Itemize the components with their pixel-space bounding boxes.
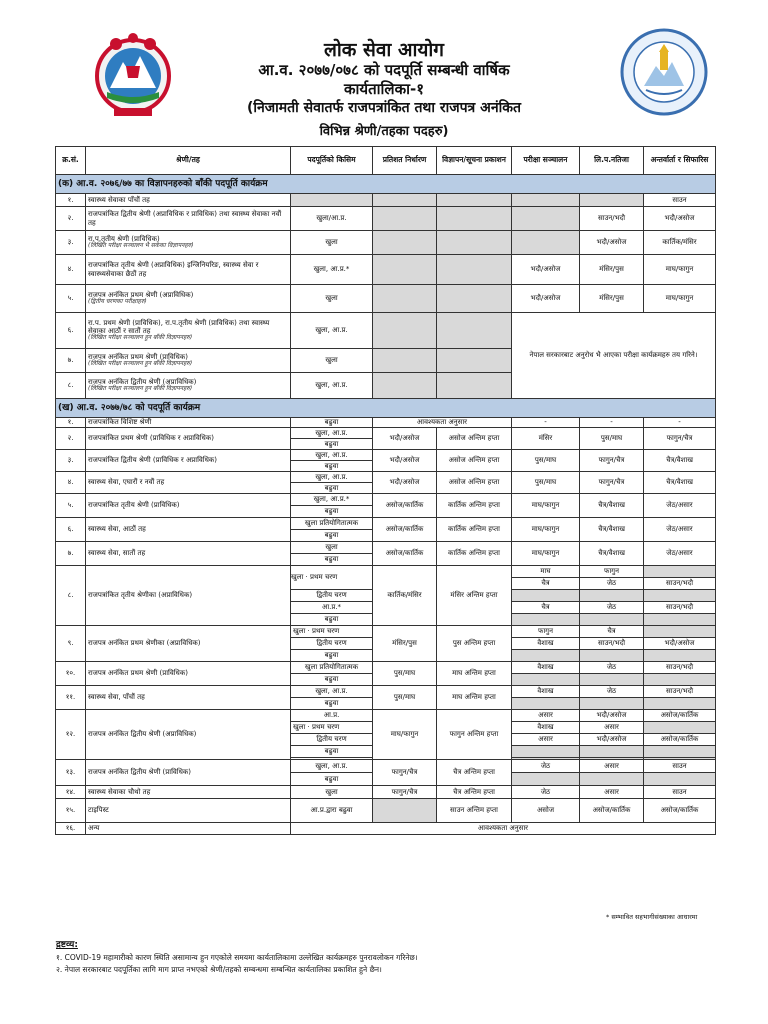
- column-header: विज्ञापन/सूचना प्रकाशन: [437, 147, 512, 175]
- subtitle-line-3: (निजामती सेवातर्फ राजपत्रांकित तथा राजपत्र अनंकित: [246, 100, 521, 116]
- table-row: १४. स्वास्थ्य सेवाका चौथो तह खुला फागुन/चैत्र चैत्र अन्तिम हप्ता जेठ असार साउन: [56, 786, 716, 799]
- table-row: ८. राजपत्रांकित तृतीय श्रेणीका (अप्राविधिक) खुला · प्रथम चरण कार्तिक/मंसिर मंसिर अन्तिम हप्ता माघ फागुन: [56, 566, 716, 578]
- merged-note: नेपाल सरकारबाट अनुरोध भै आएका परीक्षा कार्यक्रमहरु तय गरिने।: [512, 313, 716, 399]
- column-header: अन्तर्वार्ता र सिफारिस: [644, 147, 716, 175]
- table-row: १०. राजपत्र अनंकित प्रथम श्रेणी (प्राविधिक) खुला प्रतियोगितात्मक पुस/माघ माघ अन्तिम हप्ता वैशाख जेठ साउन/भदौ: [56, 662, 716, 674]
- column-header: श्रेणी/तह: [86, 147, 291, 175]
- table-row: १३. राजपत्र अनंकित द्वितीय श्रेणी (प्राविधिक) खुला, आ.प्र. फागुन/चैत्र चैत्र अन्तिम हप्ता जेठ असार साउन: [56, 760, 716, 773]
- schedule-table: क्र.सं. श्रेणी/तह पदपूर्तिको किसिम प्रतिशत निर्धारण विज्ञापन/सूचना प्रकाशन परीक्षा सञ्चालन लि.प.नतिजा अन्तर्वार्ता र सिफारिस (क) आ.व. २०७६/७७ का विज्ञापनहरुको बाँकी पदपूर्ति कार्यक्रम १. स्वास्थ्य सेवाका पाँचौं तह साउन २. राजपत्रांकित द्वितीय श्रेणी (अप्राविधिक र प्राविधिक) तथा स्वास्थ्य सेवाका नवौं तह खुला/आ.प्र. साउन/भदौ भदौ/असोज ३. रा.प.तृतीय श्रेणी (प्राविधिक) (लिखित परीक्षा सञ्चालन भै सकेका विज्ञापनहरु) खुला भदौ/असोज कार्तिक/मंसिर ४. राजपत्रांकित तृतीय श्रेणी (अप्राविधिक) इन्जिनियरिङ, स्वास्थ्य सेवा र स्वास्थ्यसेवाका छैठौं तह खुला, आ.प्र.* भदौ/असोज मंसिर/पुस माघ/फागुन ५. राजपत्र अनंकित प्रथम श्रेणी (अप्राविधिक) (द्वितीय चरणका परीक्षाहरु) खुला भदौ/असोज मंसिर/पुस माघ/फागुन ६. रा.प. प्रथम श्रेणी (प्राविधिक), रा.प.तृतीय श्रेणी (प्राविधिक) तथा स्वास्थ्य सेवाका आठौं र सातौं तह (लिखित परीक्षा सञ्चालन हुन बाँकी विज्ञापनहरु) खुला, आ.प्र. नेपाल सरकारबाट अनुरोध भै आएका परीक्षा कार्यक्रमहरु तय गरिने। ७. राजपत्र अनंकित प्रथम श्रेणी (प्राविधिक) (लिखित परीक्षा सञ्चालन हुन बाँकी विज्ञापनहरु) खुला ८. राजपत्र अनंकित द्वितीय श्रेणी (अप्राविधिक) (लिखित परीक्षा सञ्चालन हुन बाँकी विज्ञापनहरु) खुला, आ.प्र. (ख) आ.व. २०७७/७८ को पदपूर्ति कार्यक्रम १. राजपत्रांकित विशिष्ट श्रेणी बढुवा आवश्यकता अनुसार - - - २. राजपत्रांकित प्रथम श्रेणी (प्राविधिक र अप्राविधिक) खुला, आ.प्र. भदौ/असोज असोज अन्तिम हप्ता मंसिर पुस/माघ फागुन/चैत्र बढुवा ३. राजपत्रांकित द्वितीय श्रेणी (प्राविधिक र अप्राविधिक) खुला, आ.प्र. भदौ/असोज असोज अन्तिम हप्ता पुस/माघ फागुन/चैत्र चैत्र/वैशाख बढुवा ४. स्वास्थ्य सेवा, एघारौं र नवौं तह खुला, आ.प्र. भदौ/असोज असोज अन्तिम हप्ता पुस/माघ फागुन/चैत्र चैत्र/वैशाख बढुवा ५. राजपत्रांकित तृतीय श्रेणी (प्राविधिक) खुला, आ.प्र.* असोज/कार्तिक कार्तिक अन्तिम हप्ता माघ/फागुन चैत्र/वैशाख जेठ/असार बढुवा ६. स्वास्थ्य सेवा, आठौं तह खुला प्रतियोगितात्मक असोज/कार्तिक कार्तिक अन्तिम हप्ता माघ/फागुन चैत्र/वैशाख जेठ/असार बढुवा ७. स्वास्थ्य सेवा, सातौं तह खुला असोज/कार्तिक कार्तिक अन्तिम हप्ता माघ/फागुन चैत्र/वैशाख जेठ/असार बढुवा ८. राजपत्रांकित तृतीय श्रेणीका (अप्राविधिक) खुला · प्रथम चरण कार्तिक/मंसिर मंसिर अन्तिम हप्ता माघ फागुन चैत्र जेठ साउन/भदौ द्वितीय चरण आ.प्र.* चैत्र जेठ साउन/भदौ बढुवा ९. राजपत्र अनंकित प्रथम श्रेणीका (अप्राविधिक) खुला · प्रथम चरण मंसिर/पुस पुस अन्तिम हप्ता फागुन चैत्र द्वितीय चरण वैशाख साउन/भदौ भदौ/असोज बढुवा १०. राजपत्र अनंकित प्रथम श्रेणी (प्राविधिक) खुला प्रतियोगितात्मक पुस/माघ माघ अन्तिम हप्ता वैशाख जेठ साउन/भदौ बढुवा ११. स्वास्थ्य सेवा, पाँचौं तह खुला, आ.प्र. पुस/माघ माघ अन्तिम हप्ता वैशाख जेठ साउन/भदौ बढुवा १२. राजपत्र अनंकित द्वितीय श्रेणी (अप्राविधिक) आ.प्र. माघ/फागुन फागुन अन्तिम हप्ता असार भदौ/असोज असोज/कार्तिक खुला · प्रथम चरण वैशाख असार द्वितीय चरण असार भदौ/असोज असोज/कार्तिक बढुवा १३. राजपत्र अनंकित द्वितीय श्रेणी (प्राविधिक) खुला, आ.प्र. फागुन/चैत्र चैत्र अन्तिम हप्ता जेठ असार साउन बढुवा १४. स्वास्थ्य सेवाका चौथो तह खुला फागुन/चैत्र चैत्र अन्तिम हप्ता जेठ असार साउन १५. टाइपिस्ट आ.प्र.द्वारा बढुवा साउन अन्तिम हप्ता असोज असोज/कार्तिक असोज/कार्तिक १६. अन्य आवश्यकता अनुसार: [55, 146, 716, 835]
- subtitle-line-4: विभिन्न श्रेणी/तहका पदहरु): [319, 124, 449, 139]
- table-row: ७. राजपत्र अनंकित प्रथम श्रेणी (प्राविधिक) (लिखित परीक्षा सञ्चालन हुन बाँकी विज्ञापनहरु) खुला: [56, 349, 716, 373]
- column-header: पदपूर्तिको किसिम: [291, 147, 373, 175]
- column-header: लि.प.नतिजा: [580, 147, 644, 175]
- table-row: ९. राजपत्र अनंकित प्रथम श्रेणीका (अप्राविधिक) खुला · प्रथम चरण मंसिर/पुस पुस अन्तिम हप्ता फागुन चैत्र: [56, 626, 716, 638]
- column-header: क्र.सं.: [56, 147, 86, 175]
- column-header: प्रतिशत निर्धारण: [373, 147, 437, 175]
- notes-heading: द्रष्टव्य:: [56, 940, 78, 950]
- psc-seal-icon: [620, 28, 708, 116]
- column-header: परीक्षा सञ्चालन: [512, 147, 580, 175]
- table-row: ४. राजपत्रांकित तृतीय श्रेणी (अप्राविधिक) इन्जिनियरिङ, स्वास्थ्य सेवा र स्वास्थ्यसेवाका छैठौं तह खुला, आ.प्र.* भदौ/असोज मंसिर/पुस माघ/फागुन: [56, 255, 716, 285]
- document-header: [0, 0, 768, 140]
- table-row: १६. अन्य आवश्यकता अनुसार: [56, 823, 716, 835]
- table-row: ११. स्वास्थ्य सेवा, पाँचौं तह खुला, आ.प्र. पुस/माघ माघ अन्तिम हप्ता वैशाख जेठ साउन/भदौ: [56, 686, 716, 698]
- table-row: ४. स्वास्थ्य सेवा, एघारौं र नवौं तह खुला, आ.प्र. भदौ/असोज असोज अन्तिम हप्ता पुस/माघ फागुन/चैत्र चैत्र/वैशाख: [56, 472, 716, 483]
- table-row: १५. टाइपिस्ट आ.प्र.द्वारा बढुवा साउन अन्तिम हप्ता असोज असोज/कार्तिक असोज/कार्तिक: [56, 799, 716, 823]
- table-row: ७. स्वास्थ्य सेवा, सातौं तह खुला असोज/कार्तिक कार्तिक अन्तिम हप्ता माघ/फागुन चैत्र/वैशाख जेठ/असार: [56, 542, 716, 554]
- page-title: लोक सेवा आयोग: [323, 39, 444, 61]
- note-item: २. नेपाल सरकारबाट पदपूर्तिका लागि माग प्राप्त नभएको श्रेणी/तहको सम्बन्धमा सम्बन्धित कार्यतालिका प्रकाशित हुने छैन।: [56, 965, 382, 975]
- table-row: ३. रा.प.तृतीय श्रेणी (प्राविधिक) (लिखित परीक्षा सञ्चालन भै सकेका विज्ञापनहरु) खुला भदौ/असोज कार्तिक/मंसिर: [56, 231, 716, 255]
- subtitle-line-2: कार्यतालिका-१: [343, 80, 425, 98]
- table-row: ५. राजपत्रांकित तृतीय श्रेणी (प्राविधिक) खुला, आ.प्र.* असोज/कार्तिक कार्तिक अन्तिम हप्ता माघ/फागुन चैत्र/वैशाख जेठ/असार: [56, 494, 716, 506]
- section-heading-a: (क) आ.व. २०७६/७७ का विज्ञापनहरुको बाँकी पदपूर्ति कार्यक्रम: [56, 175, 716, 194]
- table-row: १२. राजपत्र अनंकित द्वितीय श्रेणी (अप्राविधिक) आ.प्र. माघ/फागुन फागुन अन्तिम हप्ता असार भदौ/असोज असोज/कार्तिक: [56, 710, 716, 722]
- table-header-row: [56, 147, 716, 175]
- section-heading-b: (ख) आ.व. २०७७/७८ को पदपूर्ति कार्यक्रम: [56, 399, 716, 418]
- table-row: ३. राजपत्रांकित द्वितीय श्रेणी (प्राविधिक र अप्राविधिक) खुला, आ.प्र. भदौ/असोज असोज अन्तिम हप्ता पुस/माघ फागुन/चैत्र चैत्र/वैशाख: [56, 450, 716, 461]
- table-row: ६. स्वास्थ्य सेवा, आठौं तह खुला प्रतियोगितात्मक असोज/कार्तिक कार्तिक अन्तिम हप्ता माघ/फागुन चैत्र/वैशाख जेठ/असार: [56, 518, 716, 530]
- table-row: २. राजपत्रांकित द्वितीय श्रेणी (अप्राविधिक र प्राविधिक) तथा स्वास्थ्य सेवाका नवौं तह खुला/आ.प्र. साउन/भदौ भदौ/असोज: [56, 207, 716, 231]
- table-row: १. राजपत्रांकित विशिष्ट श्रेणी बढुवा आवश्यकता अनुसार - - -: [56, 418, 716, 428]
- table-row: २. राजपत्रांकित प्रथम श्रेणी (प्राविधिक र अप्राविधिक) खुला, आ.प्र. भदौ/असोज असोज अन्तिम हप्ता मंसिर पुस/माघ फागुन/चैत्र: [56, 428, 716, 439]
- table-row: १. स्वास्थ्य सेवाका पाँचौं तह साउन: [56, 194, 716, 207]
- table-footnote: * सम्भावित सहभागीसंख्याका आधारमा: [606, 913, 698, 921]
- table-row: ८. राजपत्र अनंकित द्वितीय श्रेणी (अप्राविधिक) (लिखित परीक्षा सञ्चालन हुन बाँकी विज्ञापनहरु) खुला, आ.प्र.: [56, 373, 716, 399]
- table-row: ५. राजपत्र अनंकित प्रथम श्रेणी (अप्राविधिक) (द्वितीय चरणका परीक्षाहरु) खुला भदौ/असोज मंसिर/पुस माघ/फागुन: [56, 285, 716, 313]
- notes-section: [56, 938, 736, 976]
- subtitle-line-1: आ.व. २०७७/०७८ को पदपूर्ति सम्बन्धी वार्षिक: [258, 61, 510, 79]
- note-item: १. COVID-19 महामारीको कारण स्थिति असामान्य हुन गएकोले समयमा कार्यतालिकामा उल्लेखित कार्यक्रमहरु पुनरावलोकन गरिनेछ।: [56, 953, 418, 963]
- table-row: ६. रा.प. प्रथम श्रेणी (प्राविधिक), रा.प.तृतीय श्रेणी (प्राविधिक) तथा स्वास्थ्य सेवाका आठौं र सातौं तह (लिखित परीक्षा सञ्चालन हुन बाँकी विज्ञापनहरु) खुला, आ.प्र. नेपाल सरकारबाट अनुरोध भै आएका परीक्षा कार्यक्रमहरु तय गरिने।: [56, 313, 716, 349]
